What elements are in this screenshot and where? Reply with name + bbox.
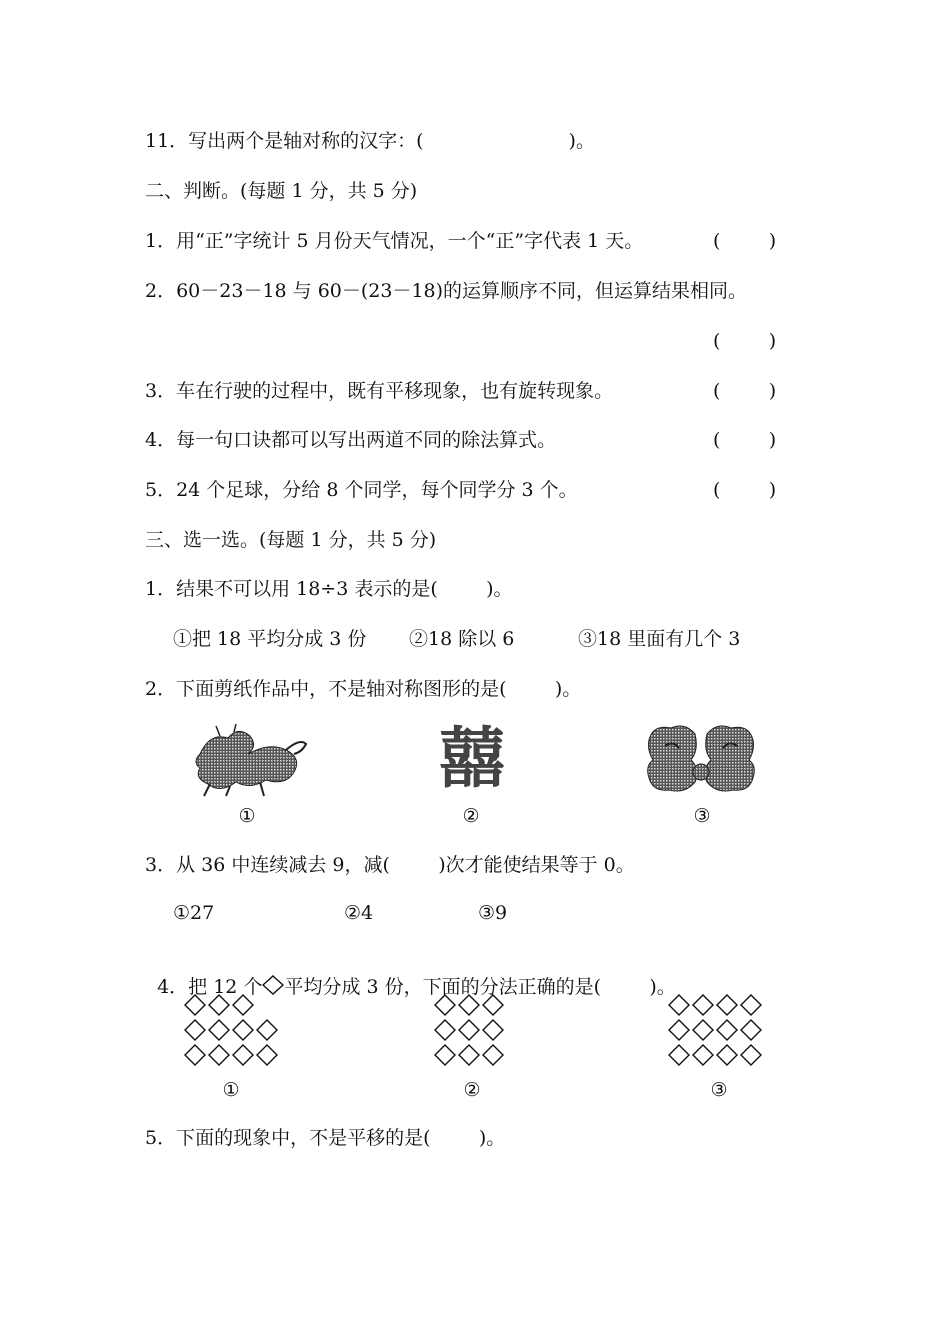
diamond-icon [209, 1045, 229, 1065]
choice-question-2: 2．下面剪纸作品中，不是轴对称图形的是( )。 [145, 678, 582, 700]
diamond-icon [717, 995, 737, 1015]
diamond-icon [741, 1020, 761, 1040]
diamond-grid [183, 994, 283, 1071]
diamond-icon [262, 975, 284, 995]
judge-item-1: 1．用“正”字统计 5 月份天气情况，一个“正”字代表 1 天。 [145, 230, 644, 252]
judge-blank-2[interactable]: ( ) [713, 330, 777, 352]
diamond-icon [669, 1045, 689, 1065]
judge-item-5: 5．24 个足球，分给 8 个同学，每个同学分 3 个。 [145, 479, 578, 501]
diamond-icon [435, 1045, 455, 1065]
diamond-group-3 [667, 994, 767, 1075]
q4-label-2: ② [463, 1079, 481, 1101]
q1-option-2: ②18 除以 6 [409, 628, 515, 650]
diamond-icon [233, 1045, 253, 1065]
q4-label-3: ③ [710, 1079, 728, 1101]
diamond-icon [669, 1020, 689, 1040]
diamond-icon [459, 995, 479, 1015]
choice-question-3: 3．从 36 中连续减去 9，减( )次才能使结果等于 0。 [145, 854, 635, 876]
judge-blank-3[interactable]: ( ) [713, 380, 777, 402]
diamond-icon [483, 995, 503, 1015]
q2-label-3: ③ [693, 805, 711, 827]
diamond-icon [741, 995, 761, 1015]
judge-blank-1[interactable]: ( ) [713, 230, 777, 252]
diamond-icon [435, 1020, 455, 1040]
diamond-icon [693, 1045, 713, 1065]
diamond-icon [693, 995, 713, 1015]
double-happiness-papercut-image: 囍 [439, 720, 505, 797]
diamond-icon [693, 1020, 713, 1040]
diamond-icon [209, 995, 229, 1015]
q1-option-1: ①把 18 平均分成 3 份 [173, 628, 367, 650]
judge-item-3: 3．车在行驶的过程中，既有平移现象，也有旋转现象。 [145, 380, 614, 402]
q4-prefix: 4．把 12 个 [157, 976, 263, 998]
section-3-title: 三、选一选。(每题 1 分，共 5 分) [145, 529, 437, 551]
diamond-group-1 [183, 994, 283, 1075]
judge-item-4: 4．每一句口诀都可以写出两道不同的除法算式。 [145, 429, 557, 451]
diamond-icon [185, 1020, 205, 1040]
diamond-icon [483, 1045, 503, 1065]
q3-option-2: ②4 [344, 902, 374, 924]
q3-option-1: ①27 [173, 902, 215, 924]
q4-suffix: 平均分成 3 份，下面的分法正确的是( )。 [284, 976, 676, 998]
diamond-icon [185, 995, 205, 1015]
diamond-grid [433, 994, 509, 1071]
section-2-title: 二、判断。(每题 1 分，共 5 分) [145, 180, 418, 202]
q1-option-3: ③18 里面有几个 3 [578, 628, 741, 650]
diamond-icon [459, 1045, 479, 1065]
diamond-icon [233, 1020, 253, 1040]
diamond-icon [669, 995, 689, 1015]
diamond-icon [717, 1020, 737, 1040]
q2-label-1: ① [238, 805, 256, 827]
diamond-grid [667, 994, 767, 1071]
judge-item-2: 2．60－23－18 与 60－(23－18)的运算顺序不同，但运算结果相同。 [145, 280, 748, 302]
twin-dragons-papercut-image [645, 720, 757, 796]
diamond-icon [257, 1045, 277, 1065]
diamond-icon [717, 1045, 737, 1065]
diamond-group-2 [433, 994, 509, 1075]
dragon-papercut-image [190, 724, 308, 798]
q3-option-3: ③9 [478, 902, 508, 924]
judge-blank-5[interactable]: ( ) [713, 479, 777, 501]
diamond-icon [185, 1045, 205, 1065]
judge-blank-4[interactable]: ( ) [713, 429, 777, 451]
diamond-icon [459, 1020, 479, 1040]
diamond-icon [257, 1020, 277, 1040]
diamond-icon [209, 1020, 229, 1040]
diamond-icon [483, 1020, 503, 1040]
diamond-icon [435, 995, 455, 1015]
choice-question-4 [145, 951, 676, 999]
question-11: 11．写出两个是轴对称的汉字：( )。 [145, 130, 595, 152]
q4-label-1: ① [222, 1079, 240, 1101]
diamond-icon [233, 995, 253, 1015]
choice-question-5: 5．下面的现象中，不是平移的是( )。 [145, 1127, 506, 1149]
q2-label-2: ② [462, 805, 480, 827]
choice-question-1: 1．结果不可以用 18÷3 表示的是( )。 [145, 578, 513, 600]
diamond-icon [741, 1045, 761, 1065]
